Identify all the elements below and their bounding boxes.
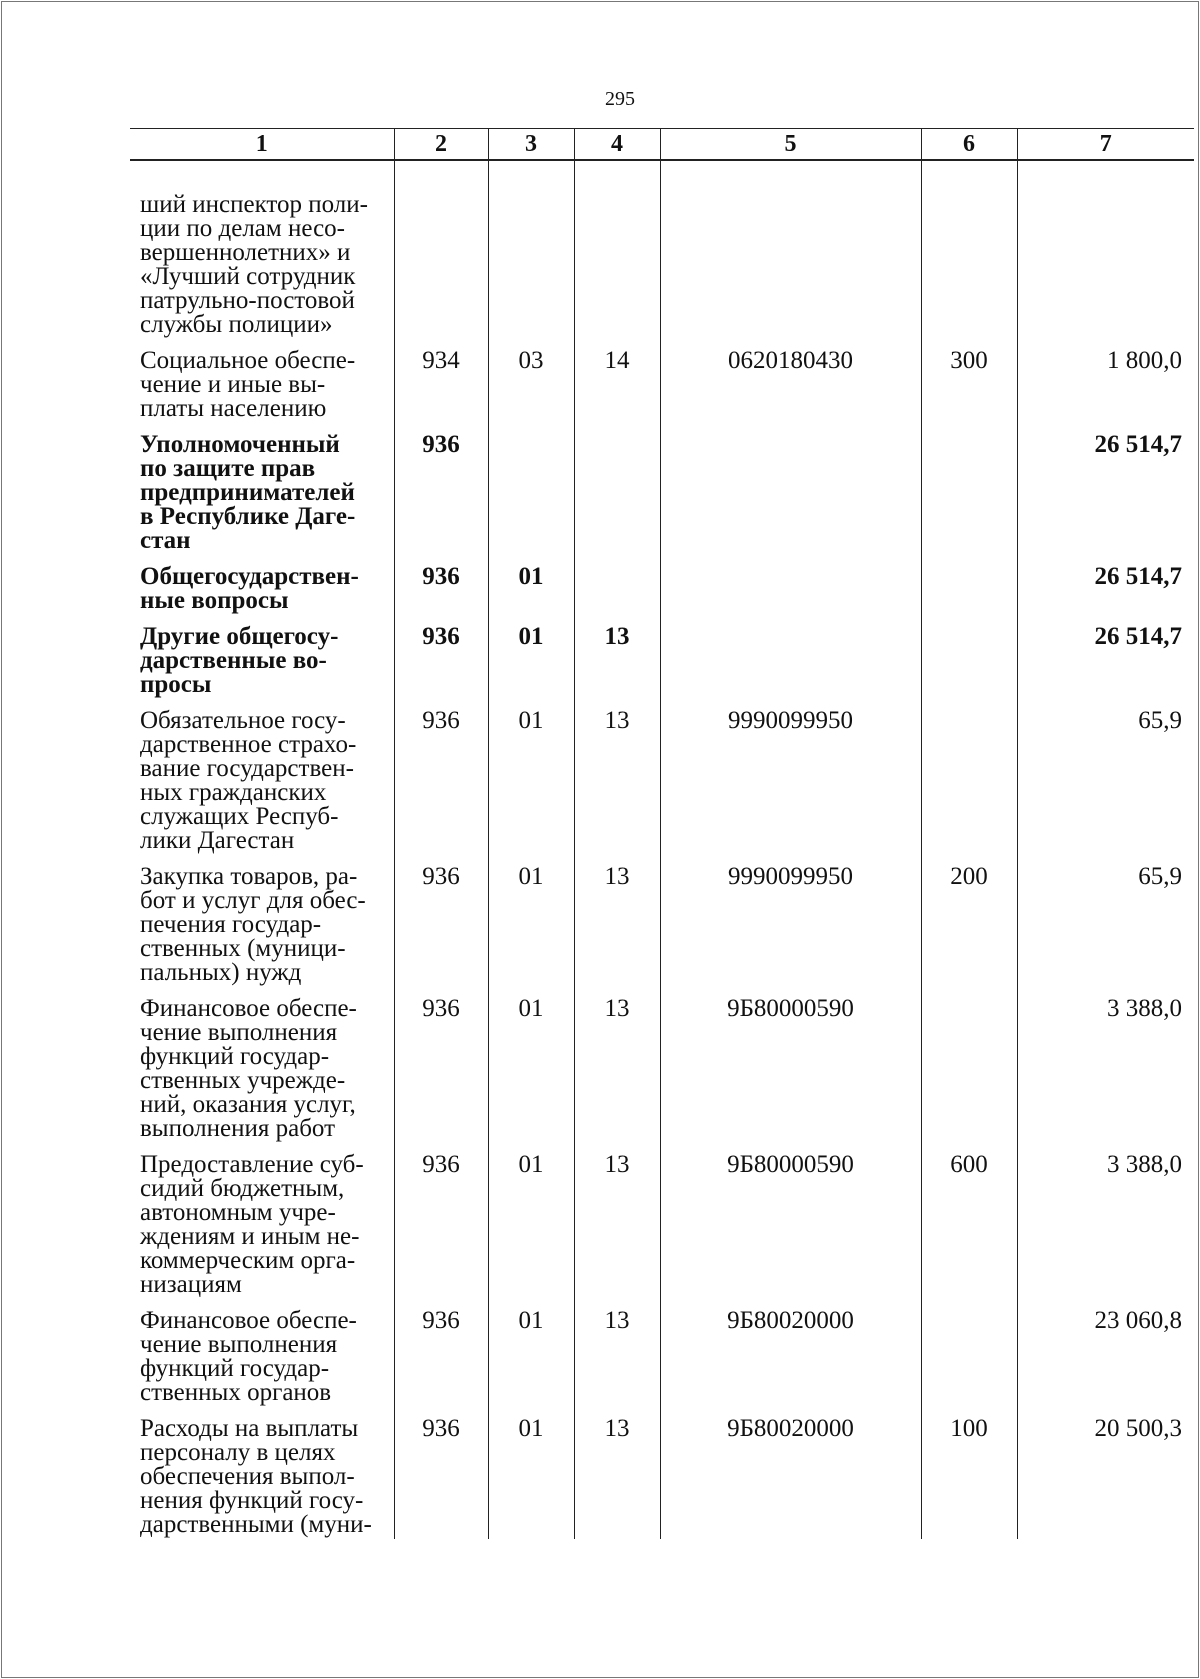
table-row [130,997,1194,1153]
table-row [130,865,1194,997]
cell-section-code: 01 [488,1309,574,1417]
cell-description: Обязательное госу- дарственное страхо- вание государствен- ных гражданских служащих Респуб- лики Дагестан [140,707,357,854]
cell-subsection-code [574,565,660,625]
cell-amount: 26 514,7 [1017,625,1194,709]
cell-subsection-code: 13 [574,1153,660,1309]
cell-subsection-code: 13 [574,709,660,865]
cell-section-code: 01 [488,865,574,997]
cell-expense-type: 600 [921,1153,1017,1309]
cell-ministry-code [394,193,488,349]
column-header-2: 2 [394,129,488,161]
cell-ministry-code: 934 [394,349,488,433]
cell-subsection-code: 13 [574,625,660,709]
cell-section-code: 01 [488,1153,574,1309]
cell-expense-type [921,625,1017,709]
cell-expense-type: 200 [921,865,1017,997]
table-row [130,1153,1194,1309]
cell-amount: 3 388,0 [1017,1153,1194,1309]
cell-ministry-code: 936 [394,1153,488,1309]
column-header-7: 7 [1017,129,1194,161]
cell-expense-type: 300 [921,349,1017,433]
cell-target-article: 9990099950 [660,709,921,865]
cell-subsection-code: 13 [574,997,660,1153]
cell-description: Уполномоченный по защите прав предпринимателей в Республике Даге- стан [140,431,356,554]
table-row [130,625,1194,709]
table-header-row [130,129,1194,161]
cell-expense-type: 100 [921,1417,1017,1539]
cell-expense-type [921,997,1017,1153]
cell-ministry-code: 936 [394,625,488,709]
cell-section-code: 01 [488,565,574,625]
cell-section-code: 01 [488,625,574,709]
cell-subsection-code: 13 [574,865,660,997]
cell-amount: 65,9 [1017,709,1194,865]
table-row [130,709,1194,865]
cell-description: Другие общегосу- дарственные во- просы [140,623,339,698]
column-header-6: 6 [921,129,1017,161]
cell-section-code: 03 [488,349,574,433]
cell-amount: 20 500,3 [1017,1417,1194,1539]
cell-description: Социальное обеспе- чение и иные вы- платы населению [140,347,356,422]
cell-description: Финансовое обеспе- чение выполнения функций государ- ственных учрежде- ний, оказания услуг, выполнения работ [140,995,357,1142]
column-header-3: 3 [488,129,574,161]
cell-target-article [660,565,921,625]
cell-ministry-code: 936 [394,865,488,997]
cell-section-code [488,433,574,565]
cell-description: Закупка товаров, ра- бот и услуг для обес- печения государ- ственных (муници- пальных) нужд [140,863,366,986]
cell-ministry-code: 936 [394,565,488,625]
cell-description: Общегосударствен- ные вопросы [140,563,359,614]
cell-target-article: 9990099950 [660,865,921,997]
page-number: 295 [605,88,635,110]
cell-section-code [488,193,574,349]
cell-section-code: 01 [488,709,574,865]
table-row [130,193,1194,349]
table-row [130,349,1194,433]
cell-subsection-code: 13 [574,1309,660,1417]
cell-subsection-code: 13 [574,1417,660,1539]
cell-section-code: 01 [488,1417,574,1539]
cell-subsection-code [574,433,660,565]
cell-target-article [660,433,921,565]
cell-expense-type [921,709,1017,865]
column-header-4: 4 [574,129,660,161]
cell-target-article [660,625,921,709]
table-row [130,433,1194,565]
spacer-row [130,160,1194,193]
cell-subsection-code: 14 [574,349,660,433]
budget-table [130,128,1194,1539]
cell-ministry-code: 936 [394,709,488,865]
cell-amount [1017,193,1194,349]
cell-amount: 1 800,0 [1017,349,1194,433]
cell-target-article: 9Б80020000 [660,1309,921,1417]
column-header-1: 1 [130,129,394,161]
cell-target-article: 9Б80000590 [660,1153,921,1309]
cell-ministry-code: 936 [394,1417,488,1539]
cell-amount: 26 514,7 [1017,565,1194,625]
cell-target-article: 9Б80020000 [660,1417,921,1539]
column-header-5: 5 [660,129,921,161]
table-row [130,1309,1194,1417]
cell-expense-type [921,1309,1017,1417]
table-body [130,160,1194,1539]
cell-amount: 23 060,8 [1017,1309,1194,1417]
cell-description: Финансовое обеспе- чение выполнения функций государ- ственных органов [140,1307,357,1406]
cell-target-article: 9Б80000590 [660,997,921,1153]
cell-target-article: 0620180430 [660,349,921,433]
cell-amount: 3 388,0 [1017,997,1194,1153]
cell-amount: 26 514,7 [1017,433,1194,565]
cell-ministry-code: 936 [394,1309,488,1417]
cell-expense-type [921,565,1017,625]
cell-expense-type [921,193,1017,349]
cell-description: ший инспектор поли- ции по делам несо- вершеннолетних» и «Лучший сотрудник патрульно-постовой службы полиции» [140,191,368,338]
cell-target-article [660,193,921,349]
cell-subsection-code [574,193,660,349]
table-row [130,565,1194,625]
cell-ministry-code: 936 [394,997,488,1153]
cell-section-code: 01 [488,997,574,1153]
cell-description: Предоставление суб- сидий бюджетным, автономным учре- ждениям и иным не- коммерческим орга- низациям [140,1151,364,1298]
table-row [130,1417,1194,1539]
cell-amount: 65,9 [1017,865,1194,997]
cell-description: Расходы на выплаты персоналу в целях обеспечения выпол- нения функций госу- дарственными (муни- [140,1415,372,1538]
cell-ministry-code: 936 [394,433,488,565]
cell-expense-type [921,433,1017,565]
